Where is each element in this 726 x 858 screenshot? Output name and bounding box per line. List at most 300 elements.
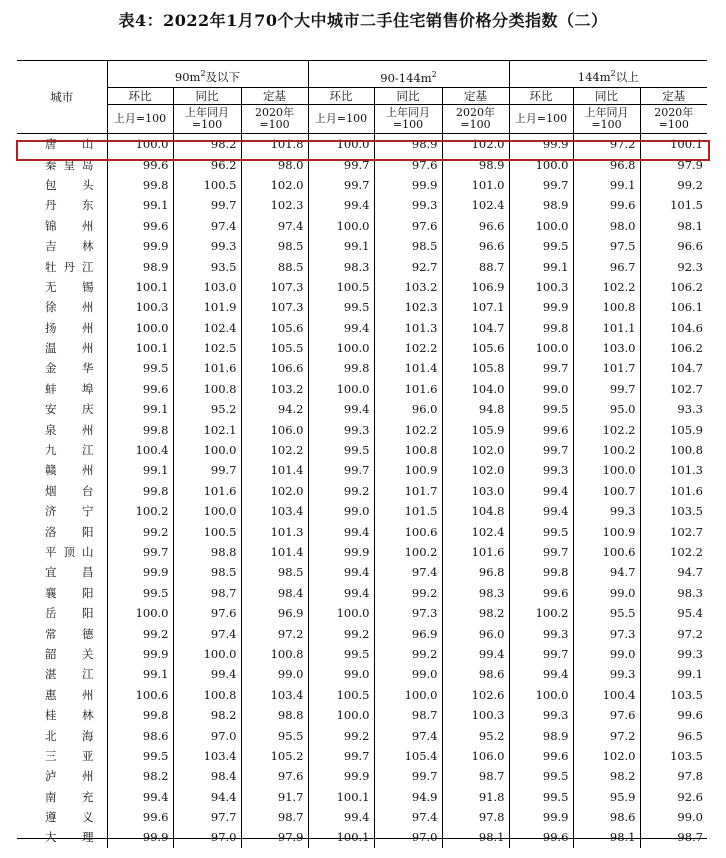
index-value: 99.4 xyxy=(173,664,241,684)
index-value: 96.0 xyxy=(442,623,509,643)
index-value: 96.9 xyxy=(241,603,308,623)
index-value: 102.2 xyxy=(573,277,640,297)
index-value: 102.0 xyxy=(241,481,308,501)
index-value: 99.4 xyxy=(308,399,374,419)
index-value: 106.2 xyxy=(640,277,707,297)
index-value: 96.5 xyxy=(640,725,707,745)
index-value: 99.4 xyxy=(308,318,374,338)
index-value: 101.4 xyxy=(374,358,442,378)
index-value: 99.8 xyxy=(107,705,173,725)
index-value: 97.4 xyxy=(374,562,442,582)
index-value: 101.3 xyxy=(640,460,707,480)
index-value: 98.1 xyxy=(573,827,640,847)
index-value: 99.0 xyxy=(374,664,442,684)
index-value: 99.1 xyxy=(107,195,173,215)
index-value: 100.0 xyxy=(308,379,374,399)
index-value: 100.9 xyxy=(573,521,640,541)
group-sup: 2 xyxy=(610,69,616,79)
city-name: 安 庆 xyxy=(45,402,94,417)
index-value: 102.4 xyxy=(442,195,509,215)
index-value: 99.9 xyxy=(374,175,442,195)
index-value: 100.0 xyxy=(308,603,374,623)
index-value: 106.2 xyxy=(640,338,707,358)
index-value: 102.0 xyxy=(442,440,509,460)
index-value: 94.9 xyxy=(374,787,442,807)
index-value: 103.0 xyxy=(442,481,509,501)
index-value: 99.9 xyxy=(509,807,573,827)
index-value: 99.9 xyxy=(107,236,173,256)
index-value: 88.7 xyxy=(442,256,509,276)
index-value: 101.4 xyxy=(241,542,308,562)
index-value: 99.9 xyxy=(107,644,173,664)
base-header: 上年同月=100 xyxy=(173,105,241,134)
index-value: 100.0 xyxy=(509,154,573,174)
index-value: 97.4 xyxy=(173,216,241,236)
index-value: 96.6 xyxy=(640,236,707,256)
index-value: 96.9 xyxy=(374,623,442,643)
index-value: 102.6 xyxy=(442,685,509,705)
index-value: 97.8 xyxy=(640,766,707,786)
city-name: 大 理 xyxy=(45,830,94,845)
index-value: 100.8 xyxy=(173,379,241,399)
index-value: 107.3 xyxy=(241,277,308,297)
index-value: 93.5 xyxy=(173,256,241,276)
index-value: 103.0 xyxy=(573,338,640,358)
index-value: 96.2 xyxy=(173,154,241,174)
index-value: 92.3 xyxy=(640,256,707,276)
city-name: 蚌 埠 xyxy=(45,381,94,396)
index-value: 100.3 xyxy=(107,297,173,317)
index-value: 100.0 xyxy=(374,685,442,705)
table-title: 表4：2022年1月70个大中城市二手住宅销售价格分类指数（二） xyxy=(118,11,608,30)
index-value: 98.3 xyxy=(442,583,509,603)
index-value: 97.6 xyxy=(241,766,308,786)
index-value: 99.5 xyxy=(308,440,374,460)
index-value: 98.5 xyxy=(241,236,308,256)
group-label: 90-144m xyxy=(380,71,432,85)
city-name: 襄 阳 xyxy=(45,585,94,600)
base-header: 上月=100 xyxy=(107,105,173,134)
index-value: 97.3 xyxy=(374,603,442,623)
index-value: 99.1 xyxy=(573,175,640,195)
price-index-table xyxy=(17,61,707,848)
index-value: 99.5 xyxy=(308,297,374,317)
index-value: 98.2 xyxy=(173,705,241,725)
city-name: 吉 林 xyxy=(45,239,94,254)
index-value: 99.8 xyxy=(308,358,374,378)
index-value: 99.6 xyxy=(107,379,173,399)
index-value: 101.8 xyxy=(241,134,308,155)
table-row xyxy=(17,603,707,623)
index-value: 92.6 xyxy=(640,787,707,807)
index-value: 104.8 xyxy=(442,501,509,521)
index-value: 99.9 xyxy=(308,542,374,562)
index-value: 105.8 xyxy=(442,358,509,378)
index-value: 101.4 xyxy=(241,460,308,480)
index-value: 102.4 xyxy=(442,521,509,541)
index-value: 101.6 xyxy=(374,379,442,399)
index-value: 101.3 xyxy=(374,318,442,338)
index-value: 99.4 xyxy=(308,562,374,582)
index-value: 99.0 xyxy=(308,664,374,684)
index-value: 99.8 xyxy=(509,562,573,582)
index-value: 103.5 xyxy=(640,685,707,705)
index-value: 99.7 xyxy=(509,542,573,562)
index-value: 98.9 xyxy=(374,134,442,155)
index-value: 101.1 xyxy=(573,318,640,338)
city-name: 九 江 xyxy=(45,443,94,458)
index-value: 100.1 xyxy=(308,827,374,847)
index-value: 100.5 xyxy=(173,521,241,541)
index-value: 97.6 xyxy=(374,154,442,174)
index-value: 99.7 xyxy=(374,766,442,786)
base-header: 上年同月=100 xyxy=(573,105,640,134)
index-value: 99.3 xyxy=(374,195,442,215)
index-value: 99.6 xyxy=(509,583,573,603)
index-value: 105.4 xyxy=(374,746,442,766)
index-value: 100.0 xyxy=(107,134,173,155)
index-value: 100.3 xyxy=(442,705,509,725)
index-value: 106.0 xyxy=(241,419,308,439)
index-value: 99.6 xyxy=(640,705,707,725)
table-row xyxy=(17,318,707,338)
group-header-medium xyxy=(308,61,509,88)
index-value: 99.3 xyxy=(573,664,640,684)
index-value: 100.6 xyxy=(374,521,442,541)
index-value: 101.7 xyxy=(374,481,442,501)
index-value: 95.2 xyxy=(442,725,509,745)
index-value: 100.0 xyxy=(509,685,573,705)
index-value: 99.4 xyxy=(308,521,374,541)
index-value: 99.7 xyxy=(173,195,241,215)
index-value: 99.4 xyxy=(107,787,173,807)
index-value: 100.0 xyxy=(173,501,241,521)
table-row xyxy=(17,338,707,358)
index-value: 99.3 xyxy=(509,705,573,725)
index-value: 100.0 xyxy=(573,460,640,480)
index-value: 99.1 xyxy=(308,236,374,256)
city-name: 南 充 xyxy=(45,789,94,804)
index-value: 99.2 xyxy=(107,521,173,541)
index-value: 100.0 xyxy=(107,318,173,338)
index-value: 101.6 xyxy=(173,481,241,501)
index-value: 97.6 xyxy=(573,705,640,725)
index-value: 98.9 xyxy=(509,195,573,215)
index-value: 97.4 xyxy=(374,725,442,745)
city-name: 赣 州 xyxy=(45,463,94,478)
index-value: 102.7 xyxy=(640,379,707,399)
index-value: 100.4 xyxy=(573,685,640,705)
index-value: 98.5 xyxy=(173,562,241,582)
table-row xyxy=(17,705,707,725)
index-value: 103.4 xyxy=(173,746,241,766)
table-row xyxy=(17,623,707,643)
table-row xyxy=(17,664,707,684)
index-value: 100.0 xyxy=(509,338,573,358)
index-value: 101.5 xyxy=(374,501,442,521)
index-value: 100.8 xyxy=(374,440,442,460)
index-value: 98.9 xyxy=(509,725,573,745)
index-value: 99.3 xyxy=(640,644,707,664)
index-value: 99.7 xyxy=(173,460,241,480)
index-value: 102.4 xyxy=(173,318,241,338)
table-row xyxy=(17,256,707,276)
index-value: 100.0 xyxy=(308,134,374,155)
index-value: 99.5 xyxy=(509,766,573,786)
index-value: 106.1 xyxy=(640,297,707,317)
index-value: 96.8 xyxy=(442,562,509,582)
city-name: 锦 州 xyxy=(45,218,94,233)
index-value: 100.0 xyxy=(173,644,241,664)
index-value: 102.1 xyxy=(173,419,241,439)
index-value: 99.6 xyxy=(573,195,640,215)
base-header: 上年同月=100 xyxy=(374,105,442,134)
index-value: 99.5 xyxy=(308,644,374,664)
group-label: 90m xyxy=(174,70,201,84)
sub-header: 定基 xyxy=(442,88,509,105)
table-row xyxy=(17,440,707,460)
index-value: 99.6 xyxy=(509,419,573,439)
city-name: 常 德 xyxy=(45,626,94,641)
table-row xyxy=(17,379,707,399)
index-value: 98.7 xyxy=(374,705,442,725)
index-value: 94.8 xyxy=(442,399,509,419)
index-value: 99.6 xyxy=(107,154,173,174)
index-value: 91.8 xyxy=(442,787,509,807)
index-value: 100.2 xyxy=(509,603,573,623)
table-row xyxy=(17,807,707,827)
index-value: 98.0 xyxy=(241,154,308,174)
index-value: 102.2 xyxy=(640,542,707,562)
index-value: 99.4 xyxy=(509,664,573,684)
index-value: 96.0 xyxy=(374,399,442,419)
index-value: 98.3 xyxy=(308,256,374,276)
index-value: 102.0 xyxy=(241,175,308,195)
index-value: 99.2 xyxy=(308,481,374,501)
city-name: 湛 江 xyxy=(45,667,94,682)
index-value: 101.7 xyxy=(573,358,640,378)
table-row xyxy=(17,216,707,236)
city-name: 桂 林 xyxy=(45,708,94,723)
index-value: 94.2 xyxy=(241,399,308,419)
index-value: 97.9 xyxy=(640,154,707,174)
index-value: 100.1 xyxy=(107,338,173,358)
index-value: 99.8 xyxy=(107,481,173,501)
index-value: 99.2 xyxy=(374,583,442,603)
index-value: 103.4 xyxy=(241,501,308,521)
table-row xyxy=(17,195,707,215)
table-row xyxy=(17,746,707,766)
index-value: 99.1 xyxy=(107,460,173,480)
index-value: 101.0 xyxy=(442,175,509,195)
index-value: 100.0 xyxy=(308,216,374,236)
table-row xyxy=(17,358,707,378)
index-value: 99.5 xyxy=(107,746,173,766)
city-name: 宜 昌 xyxy=(45,565,94,580)
city-name: 无 锡 xyxy=(45,279,94,294)
city-name: 三 亚 xyxy=(45,748,94,763)
index-value: 105.6 xyxy=(442,338,509,358)
city-name: 洛 阳 xyxy=(45,524,94,539)
city-header-label: 城市 xyxy=(50,90,74,104)
index-value: 102.3 xyxy=(241,195,308,215)
index-value: 99.0 xyxy=(573,583,640,603)
index-value: 99.1 xyxy=(509,256,573,276)
index-value: 100.1 xyxy=(308,787,374,807)
index-value: 97.6 xyxy=(374,216,442,236)
index-value: 97.7 xyxy=(173,807,241,827)
base-header: 上月=100 xyxy=(509,105,573,134)
city-name: 烟 台 xyxy=(45,483,94,498)
index-value: 98.7 xyxy=(640,827,707,847)
index-value: 104.7 xyxy=(640,358,707,378)
index-value: 97.5 xyxy=(573,236,640,256)
city-name: 金 华 xyxy=(45,361,94,376)
index-value: 99.7 xyxy=(308,460,374,480)
index-value: 99.9 xyxy=(509,297,573,317)
index-value: 97.2 xyxy=(573,725,640,745)
index-value: 99.4 xyxy=(509,501,573,521)
index-value: 95.0 xyxy=(573,399,640,419)
index-value: 107.3 xyxy=(241,297,308,317)
sub-header: 定基 xyxy=(241,88,308,105)
index-value: 106.0 xyxy=(442,746,509,766)
index-value: 98.2 xyxy=(173,134,241,155)
table-row xyxy=(17,481,707,501)
index-value: 99.2 xyxy=(308,725,374,745)
city-name: 平顶山 xyxy=(45,545,94,559)
index-value: 103.2 xyxy=(374,277,442,297)
index-value: 98.4 xyxy=(241,583,308,603)
table-row xyxy=(17,766,707,786)
index-value: 101.9 xyxy=(173,297,241,317)
index-value: 100.8 xyxy=(241,644,308,664)
index-value: 99.7 xyxy=(509,358,573,378)
index-value: 103.2 xyxy=(241,379,308,399)
index-value: 98.4 xyxy=(173,766,241,786)
index-value: 99.3 xyxy=(509,460,573,480)
table-row xyxy=(17,236,707,256)
city-name: 泉 州 xyxy=(45,422,94,437)
index-value: 96.6 xyxy=(442,216,509,236)
index-value: 99.7 xyxy=(509,644,573,664)
index-value: 99.5 xyxy=(509,521,573,541)
table-row xyxy=(17,134,707,155)
city-name: 徐 州 xyxy=(45,300,94,315)
index-value: 100.8 xyxy=(173,685,241,705)
index-value: 99.8 xyxy=(107,175,173,195)
index-value: 100.4 xyxy=(107,440,173,460)
index-value: 99.5 xyxy=(509,399,573,419)
group-sup: 2 xyxy=(431,70,437,80)
table-row xyxy=(17,501,707,521)
index-value: 107.1 xyxy=(442,297,509,317)
index-value: 99.2 xyxy=(308,623,374,643)
table-bottom-rule xyxy=(17,838,707,839)
index-value: 99.4 xyxy=(308,583,374,603)
index-value: 99.3 xyxy=(173,236,241,256)
index-value: 98.3 xyxy=(640,583,707,603)
sub-header: 定基 xyxy=(640,88,707,105)
index-value: 106.9 xyxy=(442,277,509,297)
index-value: 104.7 xyxy=(442,318,509,338)
index-value: 98.5 xyxy=(374,236,442,256)
group-header-small xyxy=(107,61,308,88)
index-value: 97.3 xyxy=(573,623,640,643)
group-suffix: 以上 xyxy=(615,70,639,84)
index-value: 93.3 xyxy=(640,399,707,419)
index-value: 105.5 xyxy=(241,338,308,358)
index-value: 95.2 xyxy=(173,399,241,419)
index-value: 99.8 xyxy=(509,318,573,338)
index-value: 98.6 xyxy=(107,725,173,745)
index-value: 97.2 xyxy=(573,134,640,155)
table-row xyxy=(17,297,707,317)
index-value: 100.5 xyxy=(308,685,374,705)
index-value: 99.4 xyxy=(442,644,509,664)
table-row xyxy=(17,725,707,745)
index-value: 95.5 xyxy=(241,725,308,745)
city-name: 包 头 xyxy=(45,177,94,192)
index-value: 102.2 xyxy=(374,419,442,439)
index-value: 94.4 xyxy=(173,787,241,807)
index-value: 102.2 xyxy=(374,338,442,358)
index-value: 100.7 xyxy=(573,481,640,501)
index-value: 99.5 xyxy=(107,583,173,603)
index-value: 99.5 xyxy=(107,358,173,378)
index-value: 103.5 xyxy=(640,501,707,521)
sub-header: 环比 xyxy=(308,88,374,105)
index-value: 97.8 xyxy=(442,807,509,827)
city-name: 丹 东 xyxy=(45,198,94,213)
index-value: 99.7 xyxy=(308,746,374,766)
index-value: 97.4 xyxy=(241,216,308,236)
index-value: 95.9 xyxy=(573,787,640,807)
index-value: 99.3 xyxy=(573,501,640,521)
table-row xyxy=(17,154,707,174)
table-row xyxy=(17,583,707,603)
sub-header: 同比 xyxy=(173,88,241,105)
table-row xyxy=(17,787,707,807)
index-value: 99.3 xyxy=(308,419,374,439)
index-value: 94.7 xyxy=(573,562,640,582)
index-value: 99.6 xyxy=(509,746,573,766)
index-value: 99.6 xyxy=(107,216,173,236)
index-value: 101.3 xyxy=(241,521,308,541)
index-value: 104.6 xyxy=(640,318,707,338)
group-suffix: 及以下 xyxy=(205,70,241,84)
city-name: 牡丹江 xyxy=(45,259,94,274)
index-value: 100.6 xyxy=(107,685,173,705)
index-value: 99.2 xyxy=(374,644,442,664)
index-value: 99.7 xyxy=(308,175,374,195)
index-value: 99.4 xyxy=(308,807,374,827)
index-value: 100.0 xyxy=(308,705,374,725)
index-value: 105.6 xyxy=(241,318,308,338)
table-row xyxy=(17,644,707,664)
index-value: 99.7 xyxy=(573,379,640,399)
index-value: 99.0 xyxy=(241,664,308,684)
index-value: 100.0 xyxy=(308,338,374,358)
index-value: 100.5 xyxy=(308,277,374,297)
city-name: 泸 州 xyxy=(45,769,94,784)
index-value: 100.8 xyxy=(640,440,707,460)
index-value: 102.0 xyxy=(442,460,509,480)
index-value: 94.7 xyxy=(640,562,707,582)
base-header: 2020年=100 xyxy=(640,105,707,134)
index-value: 100.2 xyxy=(573,440,640,460)
table-row xyxy=(17,521,707,541)
